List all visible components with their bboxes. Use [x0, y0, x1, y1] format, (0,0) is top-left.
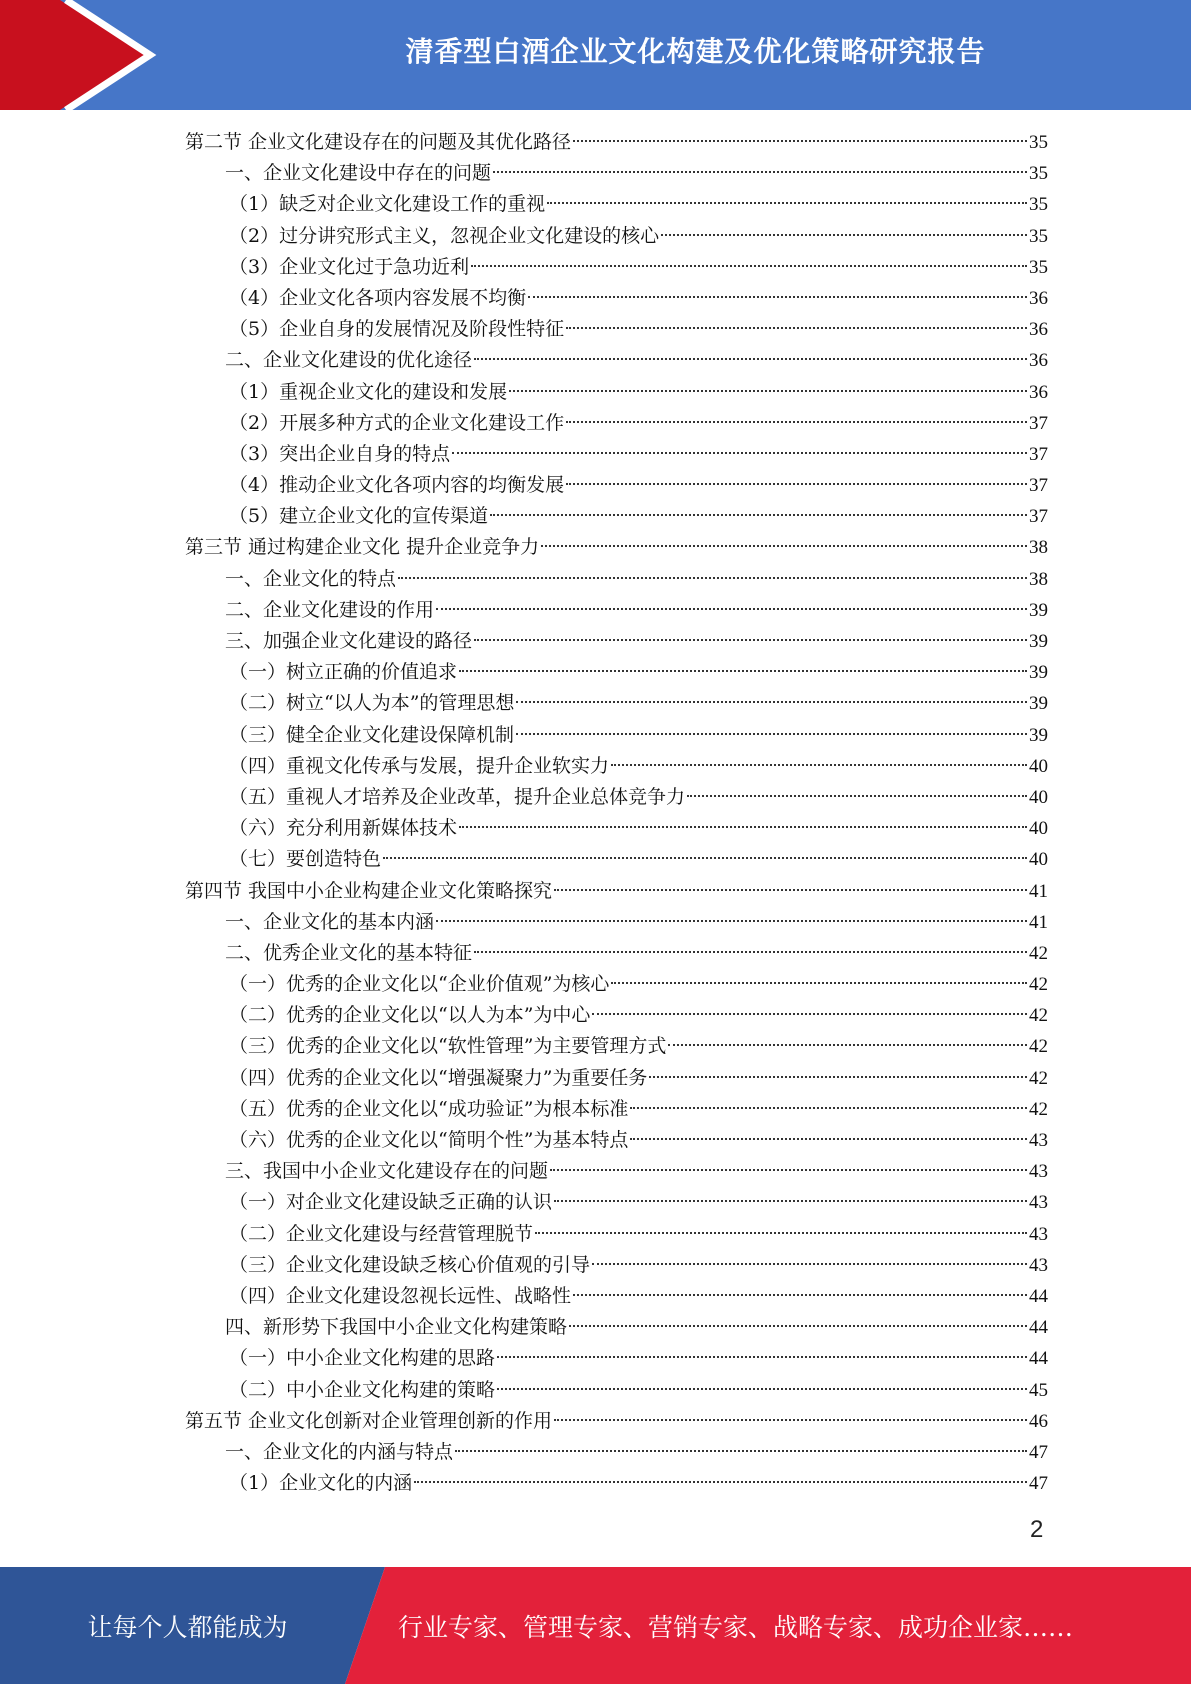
toc-entry-title: （3）突出企业自身的特点 — [229, 442, 451, 465]
toc-entry-title: （五）优秀的企业文化以“成功验证”为根本标准 — [229, 1097, 629, 1120]
toc-entry-page: 43 — [1029, 1223, 1048, 1245]
toc-entry-title: （二）树立“以人为本”的管理思想 — [229, 692, 515, 715]
toc-entry-title: 第二节 企业文化建设存在的问题及其优化路径 — [185, 131, 572, 153]
toc-entry[interactable] — [185, 532, 1048, 563]
toc-entry-page: 43 — [1029, 1130, 1048, 1151]
toc-entry-title: （1）企业文化的内涵 — [229, 1472, 413, 1495]
toc-entry-title: 四、新形势下我国中小企业文化构建策略 — [225, 1316, 568, 1339]
toc-entry-title: （一）中小企业文化构建的思路 — [229, 1347, 496, 1370]
toc-entry-title: 第三节 通过构建企业文化 提升企业竞争力 — [185, 536, 540, 559]
toc-entry-page: 37 — [1029, 506, 1048, 528]
toc-entry-page: 38 — [1029, 537, 1048, 559]
toc-entry-title: （四）重视文化传承与发展，提升企业软实力 — [229, 754, 610, 777]
toc-entry[interactable] — [185, 626, 1048, 657]
toc-dot-leader — [509, 390, 1027, 392]
toc-entry-title: （一）对企业文化建设缺乏正确的认识 — [229, 1191, 553, 1214]
toc-entry-page: 39 — [1029, 599, 1048, 621]
toc-entry[interactable] — [185, 408, 1048, 439]
toc-dot-leader — [573, 1294, 1027, 1296]
toc-dot-leader — [592, 1013, 1027, 1015]
toc-dot-leader — [592, 1263, 1027, 1265]
toc-entry-title: 二、企业文化建设的作用 — [225, 598, 435, 621]
toc-entry-title: （2）过分讲究形式主义，忽视企业文化建设的核心 — [229, 224, 660, 247]
toc-dot-leader — [497, 1356, 1027, 1358]
toc-entry-title: （1）重视企业文化的建设和发展 — [229, 380, 508, 403]
toc-entry[interactable] — [185, 720, 1048, 751]
toc-entry[interactable] — [185, 938, 1048, 969]
toc-entry[interactable] — [185, 1063, 1048, 1094]
toc-dot-leader — [474, 639, 1027, 641]
toc-entry-page: 44 — [1029, 1317, 1048, 1339]
toc-entry-page: 40 — [1029, 755, 1048, 777]
toc-entry-page: 39 — [1029, 693, 1048, 715]
toc-entry-title: （七）要创造特色 — [229, 848, 382, 871]
toc-entry-title: （1）缺乏对企业文化建设工作的重视 — [229, 193, 546, 216]
toc-entry-page: 44 — [1029, 1348, 1048, 1370]
toc-entry-title: （一）优秀的企业文化以“企业价值观”为核心 — [229, 973, 610, 996]
toc-entry-title: （三）健全企业文化建设保障机制 — [229, 723, 515, 746]
toc-entry-page: 47 — [1029, 1473, 1048, 1495]
toc-entry-page: 43 — [1029, 1254, 1048, 1276]
toc-entry[interactable] — [185, 657, 1048, 688]
toc-entry-page: 35 — [1029, 194, 1048, 216]
toc-entry[interactable] — [185, 969, 1048, 1000]
toc-dot-leader — [452, 452, 1027, 454]
toc-entry[interactable] — [185, 501, 1048, 532]
toc-dot-leader — [611, 764, 1027, 766]
toc-entry-title: （5）企业自身的发展情况及阶段性特征 — [229, 318, 565, 341]
toc-entry[interactable] — [185, 377, 1048, 408]
toc-dot-leader — [611, 982, 1027, 984]
toc-dot-leader — [436, 608, 1027, 610]
toc-dot-leader — [459, 826, 1027, 828]
toc-entry[interactable] — [185, 1468, 1048, 1499]
toc-dot-leader — [554, 1419, 1027, 1421]
toc-entry-page: 46 — [1029, 1410, 1048, 1432]
report-title: 清香型白酒企业文化构建及优化策略研究报告 — [405, 35, 986, 68]
toc-entry[interactable] — [185, 688, 1048, 719]
toc-dot-leader — [547, 202, 1027, 204]
toc-entry[interactable] — [185, 314, 1048, 345]
page-footer — [0, 1567, 1191, 1684]
toc-dot-leader — [554, 1200, 1027, 1202]
footer-slogan-right: 行业专家、管理专家、营销专家、战略专家、成功企业家…… — [398, 1612, 1074, 1642]
footer-slogan-left: 让每个人都能成为 — [87, 1612, 288, 1642]
toc-entry[interactable] — [185, 158, 1048, 189]
toc-entry[interactable] — [185, 1156, 1048, 1187]
toc-dot-leader — [573, 140, 1027, 142]
toc-entry-title: 二、优秀企业文化的基本特征 — [225, 941, 473, 964]
toc-dot-leader — [687, 795, 1027, 797]
toc-dot-leader — [630, 1107, 1027, 1109]
toc-entry-page: 42 — [1029, 1067, 1048, 1089]
toc-dot-leader — [459, 670, 1027, 672]
toc-entry[interactable] — [185, 1312, 1048, 1343]
toc-entry-page: 38 — [1029, 568, 1048, 590]
toc-entry[interactable] — [185, 751, 1048, 782]
toc-entry[interactable] — [185, 1125, 1048, 1156]
toc-entry-title: 二、企业文化建设的优化途径 — [225, 349, 473, 372]
toc-entry-title: 第五节 企业文化创新对企业管理创新的作用 — [185, 1409, 553, 1432]
toc-dot-leader — [566, 483, 1027, 485]
toc-entry-page: 35 — [1029, 225, 1048, 247]
toc-entry[interactable] — [185, 1281, 1048, 1312]
toc-entry-title: 第四节 我国中小企业构建企业文化策略探究 — [185, 879, 553, 902]
page-header — [0, 0, 1191, 110]
toc-dot-leader — [497, 1388, 1027, 1390]
toc-entry-page: 40 — [1029, 786, 1048, 808]
toc-dot-leader — [528, 296, 1027, 298]
toc-entry[interactable] — [185, 470, 1048, 501]
toc-entry[interactable] — [185, 1000, 1048, 1031]
toc-dot-leader — [649, 1076, 1027, 1078]
toc-entry-page: 35 — [1029, 132, 1048, 153]
toc-entry-title: 一、企业文化的基本内涵 — [225, 910, 435, 933]
toc-entry[interactable] — [185, 1219, 1048, 1250]
toc-entry-title: 三、我国中小企业文化建设存在的问题 — [225, 1160, 549, 1183]
toc-entry-page: 42 — [1029, 1098, 1048, 1120]
toc-entry-title: （五）重视人才培养及企业改革，提升企业总体竞争力 — [229, 785, 686, 808]
toc-entry[interactable] — [185, 1375, 1048, 1406]
toc-entry-page: 37 — [1029, 412, 1048, 434]
toc-entry[interactable] — [185, 876, 1048, 907]
toc-entry-page: 36 — [1029, 381, 1048, 403]
toc-entry[interactable] — [185, 439, 1048, 470]
toc-dot-leader — [516, 701, 1027, 703]
toc-entry-title: （六）充分利用新媒体技术 — [229, 817, 458, 840]
toc-entry-page: 43 — [1029, 1192, 1048, 1214]
toc-entry-page: 40 — [1029, 849, 1048, 871]
toc-dot-leader — [383, 857, 1027, 859]
toc-entry[interactable] — [185, 1406, 1048, 1437]
toc-dot-leader — [490, 514, 1027, 516]
toc-entry[interactable] — [185, 1250, 1048, 1281]
toc-entry-title: （三）企业文化建设缺乏核心价值观的引导 — [229, 1253, 591, 1276]
toc-entry-page: 42 — [1029, 1036, 1048, 1058]
toc-entry-page: 37 — [1029, 475, 1048, 497]
toc-entry-page: 41 — [1029, 880, 1048, 902]
toc-entry-title: （四）优秀的企业文化以“增强凝聚力”为重要任务 — [229, 1066, 648, 1089]
toc-entry-title: （4）推动企业文化各项内容的均衡发展 — [229, 474, 565, 497]
toc-entry[interactable] — [185, 189, 1048, 220]
toc-dot-leader — [569, 1325, 1027, 1327]
toc-entry-page: 42 — [1029, 942, 1048, 964]
toc-entry-page: 36 — [1029, 350, 1048, 372]
toc-dot-leader — [566, 421, 1027, 423]
toc-entry-title: （四）企业文化建设忽视长远性、战略性 — [229, 1284, 572, 1307]
toc-dot-leader — [493, 171, 1027, 173]
toc-entry-page: 36 — [1029, 287, 1048, 309]
toc-dot-leader — [474, 951, 1027, 953]
toc-entry-page: 35 — [1029, 163, 1048, 185]
toc-entry-page: 42 — [1029, 974, 1048, 996]
toc-entry-title: 一、企业文化的内涵与特点 — [225, 1440, 454, 1463]
toc-dot-leader — [474, 358, 1027, 360]
toc-dot-leader — [535, 1232, 1027, 1234]
toc-entry[interactable] — [185, 1187, 1048, 1218]
toc-dot-leader — [630, 1138, 1027, 1140]
toc-entry-page: 37 — [1029, 443, 1048, 465]
toc-dot-leader — [516, 733, 1027, 735]
toc-entry-page: 44 — [1029, 1285, 1048, 1307]
toc-entry-title: （二）中小企业文化构建的策略 — [229, 1378, 496, 1401]
toc-dot-leader — [455, 1450, 1027, 1452]
toc-entry[interactable] — [185, 345, 1048, 376]
toc-dot-leader — [398, 577, 1027, 579]
toc-entry[interactable] — [185, 782, 1048, 813]
toc-dot-leader — [414, 1481, 1027, 1483]
toc-entry[interactable] — [185, 595, 1048, 626]
toc-entry[interactable] — [185, 1343, 1048, 1374]
toc-entry-title: 三、加强企业文化建设的路径 — [225, 630, 473, 652]
toc-entry-title: （5）建立企业文化的宣传渠道 — [229, 505, 489, 528]
toc-entry-page: 43 — [1029, 1161, 1048, 1183]
toc-dot-leader — [436, 920, 1027, 922]
toc-dot-leader — [661, 234, 1027, 236]
toc-entry-title: （4）企业文化各项内容发展不均衡 — [229, 286, 527, 309]
toc-entry-title: 一、企业文化建设中存在的问题 — [225, 162, 492, 185]
toc-entry-page: 39 — [1029, 724, 1048, 746]
toc-entry[interactable] — [185, 813, 1048, 844]
toc-dot-leader — [554, 889, 1027, 891]
toc-entry-title: （二）优秀的企业文化以“以人为本”为中心 — [229, 1004, 591, 1027]
toc-entry-page: 39 — [1029, 662, 1048, 684]
toc-entry-title: （一）树立正确的价值追求 — [229, 661, 458, 684]
toc-entry[interactable] — [185, 1031, 1048, 1062]
toc-entry-page: 36 — [1029, 319, 1048, 341]
page-number: 2 — [1030, 1516, 1044, 1543]
toc-entry[interactable] — [185, 907, 1048, 938]
toc-entry-title: （2）开展多种方式的企业文化建设工作 — [229, 411, 565, 434]
toc-entry-title: （二）企业文化建设与经营管理脱节 — [229, 1222, 534, 1245]
toc-entry[interactable] — [185, 283, 1048, 314]
toc-entry[interactable] — [185, 252, 1048, 283]
toc-entry-title: 一、企业文化的特点 — [225, 567, 397, 590]
toc-entry[interactable] — [185, 1094, 1048, 1125]
toc-entry[interactable] — [185, 1437, 1048, 1468]
toc-entry[interactable] — [185, 221, 1048, 252]
toc-entry-page: 45 — [1029, 1379, 1048, 1401]
toc-entry-title: （六）优秀的企业文化以“简明个性”为基本特点 — [229, 1129, 629, 1151]
toc-entry-page: 40 — [1029, 818, 1048, 840]
toc-entry-page: 35 — [1029, 256, 1048, 278]
table-of-contents — [185, 127, 1048, 1499]
toc-entry-page: 39 — [1029, 631, 1048, 652]
toc-dot-leader — [541, 545, 1027, 547]
toc-entry-page: 41 — [1029, 911, 1048, 933]
toc-entry-page: 47 — [1029, 1441, 1048, 1463]
toc-dot-leader — [471, 265, 1027, 267]
toc-dot-leader — [566, 327, 1027, 329]
toc-entry[interactable] — [185, 844, 1048, 875]
toc-entry[interactable] — [185, 127, 1048, 158]
toc-entry[interactable] — [185, 564, 1048, 595]
toc-entry-title: （三）优秀的企业文化以“软性管理”为主要管理方式 — [229, 1035, 667, 1058]
toc-dot-leader — [550, 1169, 1027, 1171]
toc-entry-title: （3）企业文化过于急功近利 — [229, 255, 470, 278]
toc-entry-page: 42 — [1029, 1005, 1048, 1027]
toc-dot-leader — [668, 1044, 1027, 1046]
